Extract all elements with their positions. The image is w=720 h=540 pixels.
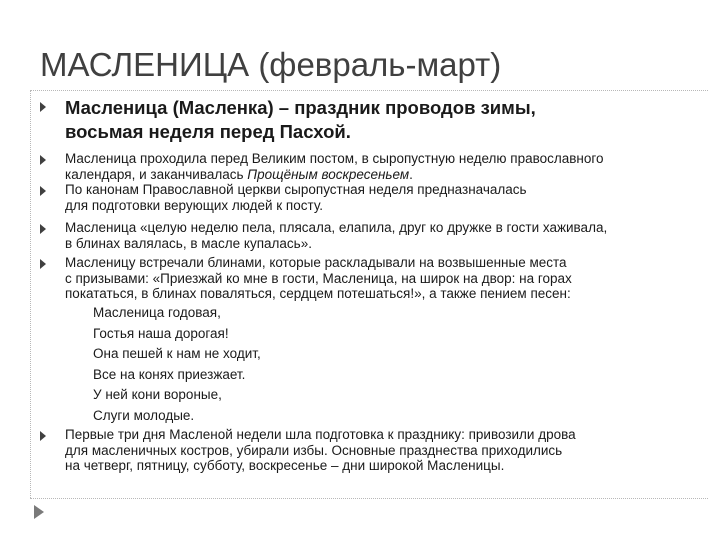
play-arrow-icon[interactable] — [34, 505, 44, 519]
bottom-divider — [30, 498, 708, 499]
verse-line: У ней кони вороные, — [93, 387, 222, 402]
item-line: Масленица проходила перед Великим постом, в сыропустную неделю православного — [65, 151, 604, 166]
slide-title: МАСЛЕНИЦА (февраль-март) — [40, 46, 502, 83]
list-item — [65, 255, 705, 302]
verse-line: Гостья наша дорогая! — [93, 325, 229, 341]
item-line: для подготовки верующих людей к посту. — [65, 197, 323, 213]
item-line: для масленичных костров, убирали избы. Основные празднества приходились — [65, 442, 563, 458]
bullet-icon — [40, 102, 46, 112]
list-item — [65, 427, 705, 474]
lead-item — [65, 96, 705, 144]
list-item — [65, 182, 705, 213]
item-line: По канонам Православной церкви сыропустная неделя предназначалась — [65, 182, 527, 197]
item-line: на четверг, пятницу, субботу, воскресенье – дни широкой Масленицы. — [65, 458, 505, 473]
bullet-icon — [40, 186, 46, 196]
left-divider — [30, 90, 31, 498]
item-line: календаря, и заканчивалась — [65, 166, 248, 182]
top-divider — [30, 90, 708, 91]
lead-line: восьмая неделя перед Пасхой. — [65, 121, 351, 142]
list-item — [65, 151, 705, 182]
item-line: покататься, в блинах поваляться, сердцем потешаться!», а также пением песен: — [65, 286, 571, 301]
verse-line: Масленица годовая, — [93, 305, 221, 320]
bullet-icon — [40, 259, 46, 269]
item-italic: Прощёным воскресеньем — [247, 166, 410, 182]
item-tail: . — [409, 166, 413, 182]
item-line: с призывами: «Приезжай ко мне в гости, Масленица, на широк на двор: на горах — [65, 270, 572, 286]
bullet-icon — [40, 224, 46, 234]
bullet-icon — [40, 155, 46, 165]
verse-line: Она пешей к нам не ходит, — [93, 346, 261, 361]
item-line: в блинах валялась, в масле купалась». — [65, 235, 312, 251]
bullet-icon — [40, 431, 46, 441]
item-line: Масленица «целую неделю пела, плясала, елапила, друг ко дружке в гости хаживала, — [65, 220, 608, 235]
lead-line: Масленица (Масленка) – праздник проводов зимы, — [65, 97, 536, 118]
list-item — [65, 220, 705, 251]
verse-line: Слуги молодые. — [93, 407, 195, 423]
song-verse — [93, 303, 261, 426]
item-line: Масленицу встречали блинами, которые раскладывали на возвышенные места — [65, 255, 567, 270]
verse-line: Все на конях приезжает. — [93, 366, 246, 382]
item-line: Первые три дня Масленой недели шла подготовка к празднику: привозили дрова — [65, 427, 576, 442]
